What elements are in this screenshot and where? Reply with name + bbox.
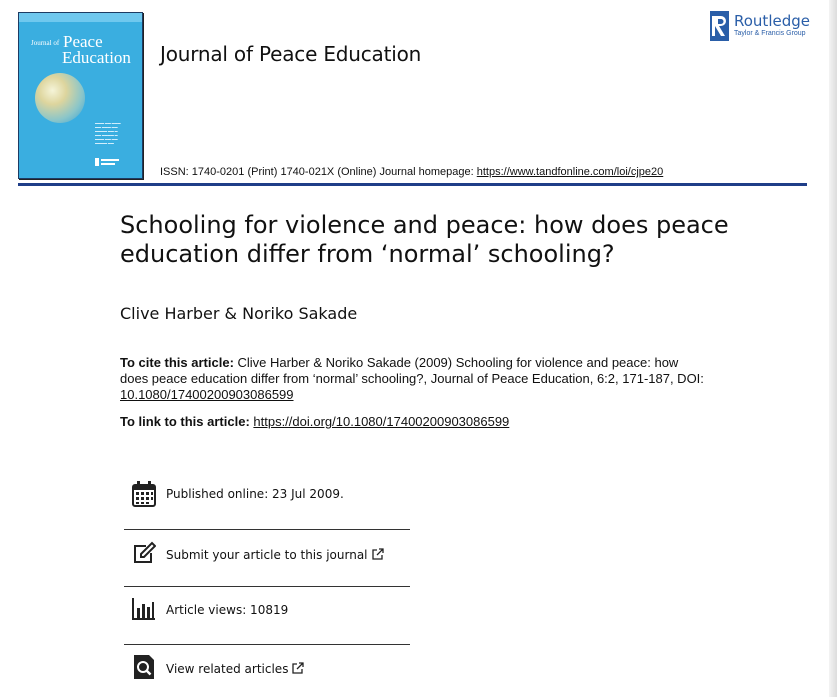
- bar-chart-icon: [132, 596, 156, 622]
- info-separator: [124, 586, 410, 587]
- cover-publisher-logo: [95, 158, 121, 170]
- cover-globe: [35, 73, 85, 123]
- search-document-icon: [132, 654, 156, 680]
- cover-journal-of: Journal of: [31, 39, 60, 47]
- article-views-item: [124, 596, 410, 636]
- published-online-item: [124, 481, 410, 521]
- issn-line: [160, 166, 663, 178]
- journal-title: Journal of Peace Education: [160, 42, 422, 66]
- submit-article-link[interactable]: [166, 548, 384, 562]
- cite-label: To cite this article:: [120, 355, 234, 370]
- doi-link[interactable]: 10.1080/17400200903086599: [120, 387, 294, 402]
- calendar-icon: [132, 481, 156, 507]
- header-divider: [18, 183, 807, 186]
- article-authors: Clive Harber & Noriko Sakade: [120, 304, 358, 323]
- related-articles-item[interactable]: [124, 654, 410, 694]
- submit-article-text: Submit your article to this journal: [166, 548, 368, 562]
- submit-article-item[interactable]: [124, 539, 410, 579]
- cover-peace: Peace: [63, 32, 103, 51]
- routledge-r-icon: [710, 11, 729, 41]
- cite-text: Clive Harber & Noriko Sakade (2009) Schooling for violence and peace: how does peace education differ from ‘normal’ schooling?, Journal of Peace Education, 6:2, 171-187, DOI:: [120, 355, 704, 386]
- edit-icon: [132, 539, 156, 565]
- publisher-group: Taylor & Francis Group: [734, 30, 806, 37]
- citation-block: [120, 355, 710, 403]
- related-articles-text: View related articles: [166, 662, 289, 676]
- cover-top-strip: [19, 13, 142, 22]
- article-link-line: [120, 414, 509, 429]
- link-label: To link to this article:: [120, 414, 254, 429]
- external-link-icon: [372, 548, 384, 560]
- info-separator: [124, 529, 410, 530]
- article-views-text: Article views: 10819: [166, 603, 289, 617]
- article-title: Schooling for violence and peace: how does peace education differ from ‘normal’ schooling?: [120, 211, 729, 268]
- published-online-text: Published online: 23 Jul 2009.: [166, 487, 344, 501]
- info-separator: [124, 644, 410, 645]
- related-articles-link[interactable]: [166, 662, 304, 676]
- cover-education: Education: [62, 48, 131, 67]
- issn-text: ISSN: 1740-0201 (Print) 1740-021X (Online) Journal homepage:: [160, 166, 477, 178]
- cover-blurb: ▬▬▬ ▬▬ ▬▬▬ ▬▬ ▬▬▬ ▬▬ ▬▬▬▬ ▬▬ ▬ ▬▬ ▬▬▬▬ ▬ ▬▬▬ ▬▬ ▬▬ ▬▬▬▬ ▬▬: [95, 121, 121, 145]
- publisher-name: Routledge: [734, 12, 810, 30]
- journal-cover-image[interactable]: [18, 12, 143, 179]
- journal-homepage-link[interactable]: https://www.tandfonline.com/loi/cjpe20: [476, 166, 664, 178]
- external-link-icon: [292, 662, 304, 674]
- page-edge-shadow: [829, 0, 837, 697]
- article-doi-url[interactable]: https://doi.org/10.1080/17400200903086599: [253, 414, 510, 429]
